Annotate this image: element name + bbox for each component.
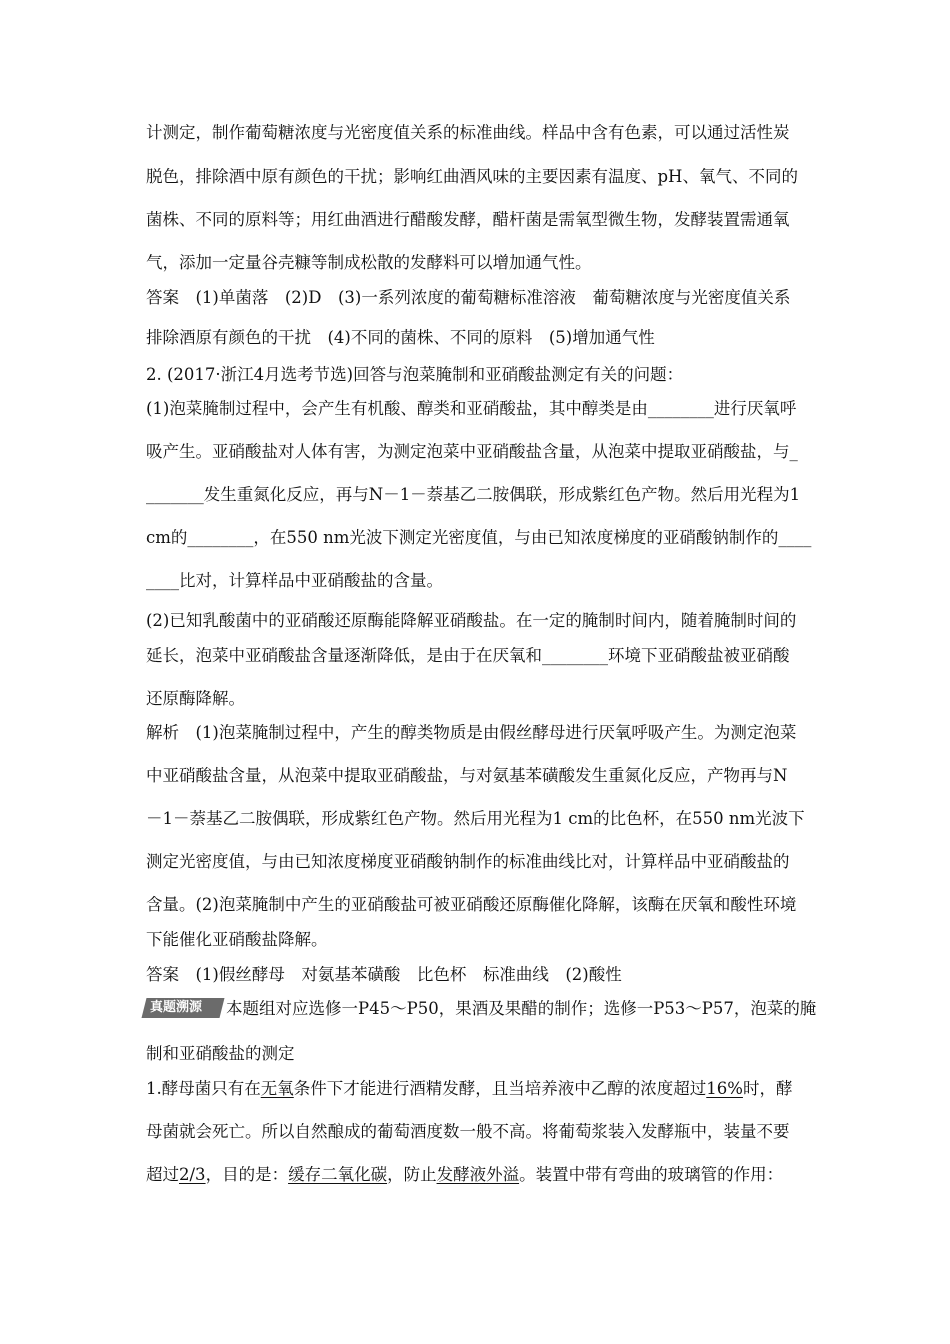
answer-line: 答案 (1)假丝酵母 对氨基苯磺酸 比色杯 标准曲线 (2)酸性 — [146, 965, 622, 984]
underlined-term: 2/3 — [179, 1165, 206, 1184]
text-line: (1)泡菜腌制过程中，会产生有机酸、醇类和亚硝酸盐，其中醇类是由________进行厌氧呼 — [146, 399, 797, 418]
source-tag-label: 真题溯源 — [150, 1000, 203, 1015]
text-span: ，防止 — [387, 1165, 437, 1184]
analysis-line: 含量。(2)泡菜腌制中产生的亚硝酸盐可被亚硝酸还原酶催化降解，该酶在厌氧和酸性环境 — [146, 895, 797, 914]
text-span: 超过 — [146, 1165, 179, 1184]
underlined-term: 发酵液外溢 — [436, 1165, 520, 1184]
section-line-1 — [146, 1078, 816, 1100]
section-line-3 — [146, 1164, 816, 1186]
analysis-line: －1－萘基乙二胺偶联，形成紫红色产物。然后用光程为1 cm的比色杯，在550 nm光波下 — [146, 809, 805, 828]
answer-line: 答案 (1)单菌落 (2)D (3)一系列浓度的葡萄糖标准溶液 葡萄糖浓度与光密度值关系 — [146, 288, 791, 307]
text-line: 延长，泡菜中亚硝酸盐含量逐渐降低，是由于在厌氧和________环境下亚硝酸盐被亚硝酸 — [146, 646, 790, 665]
source-text-cont: 制和亚硝酸盐的测定 — [146, 1044, 295, 1063]
text-span: 。装置中带有弯曲的玻璃管的作用： — [519, 1165, 784, 1184]
text-span: ，目的是： — [205, 1165, 289, 1184]
text-line: 吸产生。亚硝酸盐对人体有害，为测定泡菜中亚硝酸盐含量，从泡菜中提取亚硝酸盐，与_ — [146, 442, 798, 461]
analysis-line: 中亚硝酸盐含量，从泡菜中提取亚硝酸盐，与对氨基苯磺酸发生重氮化反应，产物再与N — [146, 766, 788, 785]
text-line: 气，添加一定量谷壳糠等制成松散的发酵料可以增加通气性。 — [146, 253, 592, 272]
text-line: _______发生重氮化反应，再与N－1－萘基乙二胺偶联，形成紫红色产物。然后用光程为1 — [146, 485, 801, 504]
text-line: cm的________，在550 nm光波下测定光密度值，与由已知浓度梯度的亚硝酸钠制作的____ — [146, 528, 812, 547]
source-text: 本题组对应选修一P45～P50，果酒及果醋的制作；选修一P53～P57，泡菜的腌 — [226, 999, 817, 1018]
text-line: ____比对，计算样品中亚硝酸盐的含量。 — [146, 571, 443, 590]
text-line: 还原酶降解。 — [146, 689, 245, 708]
text-line: 菌株、不同的原料等；用红曲酒进行醋酸发酵，醋杆菌是需氧型微生物，发酵装置需通氧 — [146, 210, 790, 229]
text-span: 时，酵 — [742, 1079, 793, 1098]
question-title: 2. (2017·浙江4月选考节选)回答与泡菜腌制和亚硝酸盐测定有关的问题： — [146, 365, 684, 384]
source-tag-badge — [142, 998, 225, 1018]
text-span: 1.酵母菌只有在 — [146, 1079, 261, 1098]
analysis-line: 解析 (1)泡菜腌制过程中，产生的醇类物质是由假丝酵母进行厌氧呼吸产生。为测定泡菜 — [146, 723, 797, 742]
underlined-term: 16% — [706, 1079, 743, 1098]
section-line-2: 母菌就会死亡。所以自然酿成的葡萄酒度数一般不高。将葡萄浆装入发酵瓶中，装量不要 — [146, 1122, 790, 1141]
underlined-term: 无氧 — [260, 1079, 294, 1098]
analysis-line: 测定光密度值，与由已知浓度梯度亚硝酸钠制作的标准曲线比对，计算样品中亚硝酸盐的 — [146, 852, 790, 871]
text-line: 脱色，排除酒中原有颜色的干扰；影响红曲酒风味的主要因素有温度、pH、氧气、不同的 — [146, 167, 798, 186]
analysis-line: 下能催化亚硝酸盐降解。 — [146, 930, 328, 949]
underlined-term: 缓存二氧化碳 — [288, 1165, 388, 1184]
answer-line: 排除酒原有颜色的干扰 (4)不同的菌株、不同的原料 (5)增加通气性 — [146, 328, 655, 347]
text-line: (2)已知乳酸菌中的亚硝酸还原酶能降解亚硝酸盐。在一定的腌制时间内，随着腌制时间的 — [146, 611, 797, 630]
text-span: 条件下才能进行酒精发酵，且当培养液中乙醇的浓度超过 — [293, 1079, 707, 1098]
text-line: 计测定，制作葡萄糖浓度与光密度值关系的标准曲线。样品中含有色素，可以通过活性炭 — [146, 123, 790, 142]
